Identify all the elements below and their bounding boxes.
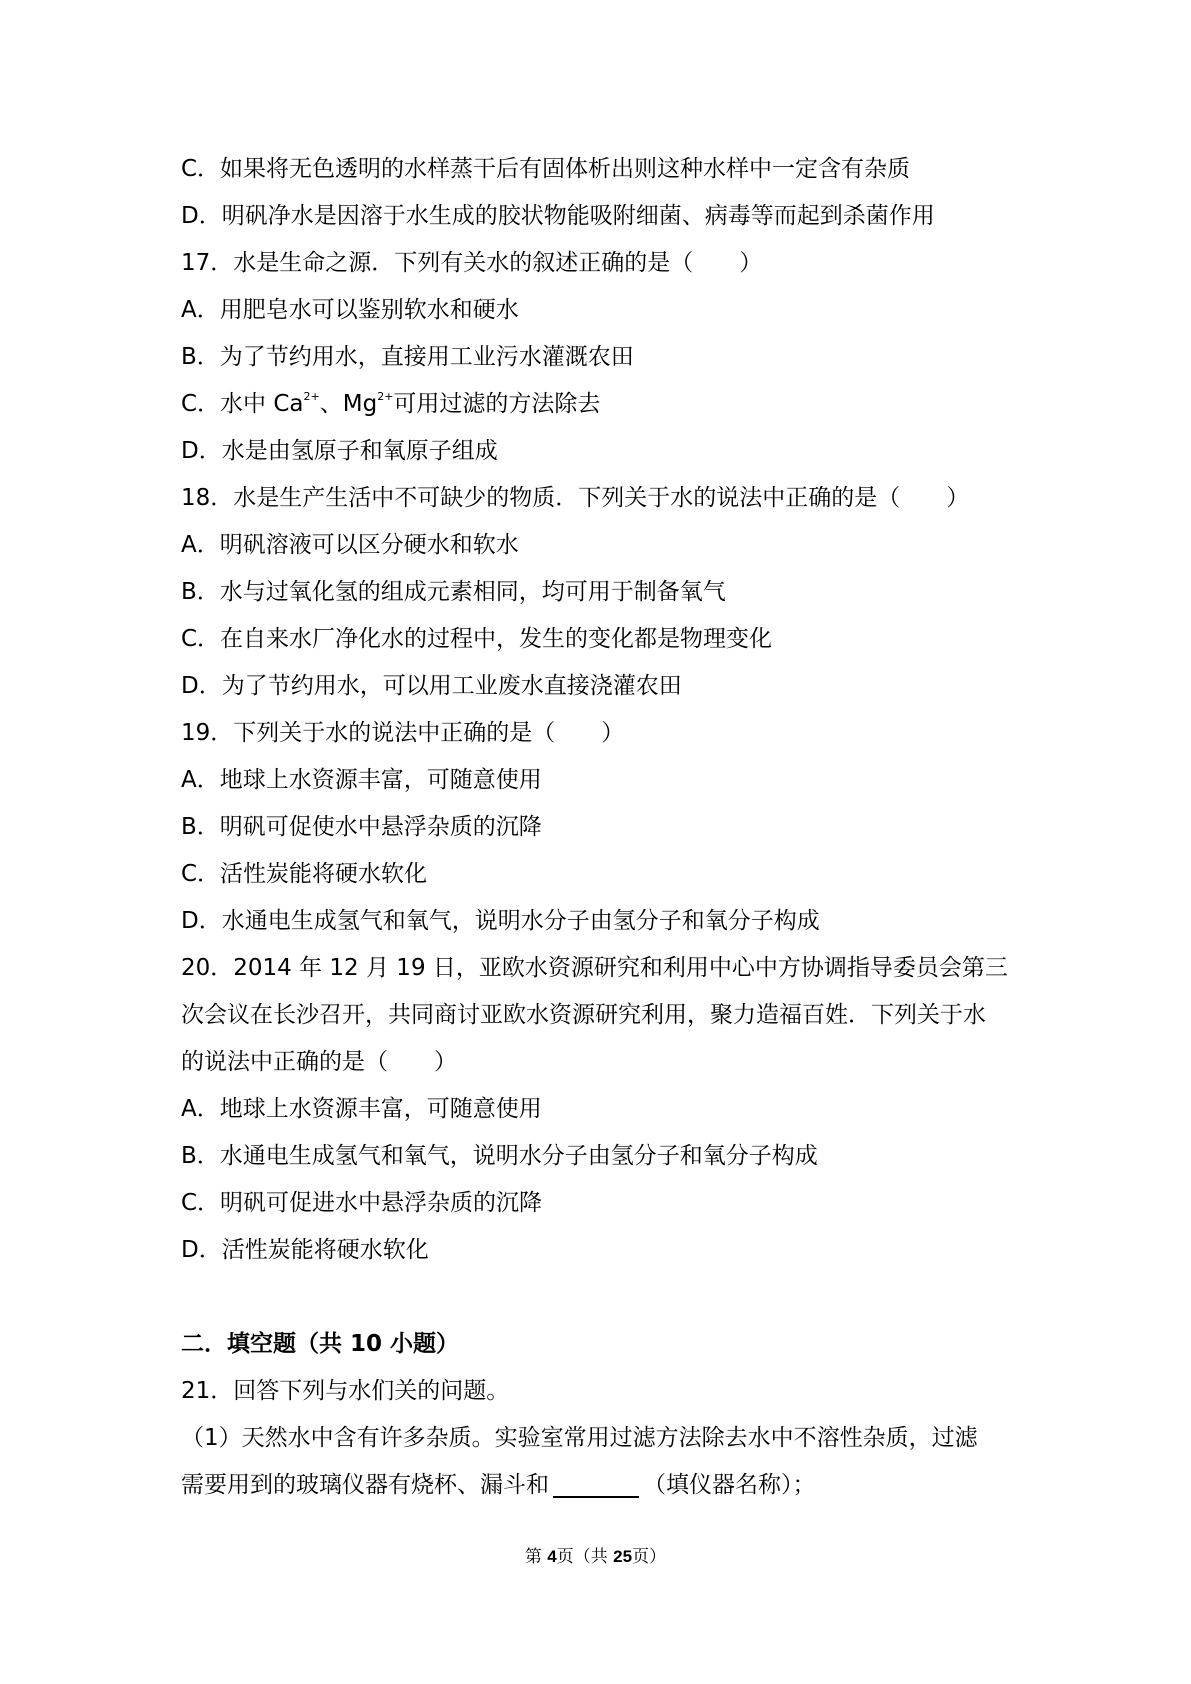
question-18-option-c: C．在自来水厂净化水的过程中，发生的变化都是物理变化 <box>181 626 773 652</box>
footer-pre: 第 <box>524 1547 548 1567</box>
question-18-stem: 18．水是生产生活中不可缺少的物质．下列关于水的说法中正确的是（ ） <box>181 485 970 511</box>
question-21-part-1: （1）天然水中含有许多杂质。实验室常用过滤方法除去水中不溶性杂质，过滤 <box>181 1425 978 1451</box>
question-17-stem: 17．水是生命之源．下列有关水的叙述正确的是（ ） <box>181 250 763 276</box>
question-19-option-d: D．水通电生成氢气和氧气，说明水分子由氢分子和氧分子构成 <box>181 908 820 934</box>
question-20-stem-line-2: 次会议在长沙召开，共同商讨亚欧水资源研究利用，聚力造福百姓．下列关于水 <box>181 1002 986 1028</box>
question-21-part-1-cont <box>181 1470 816 1500</box>
question-21-stem: 21．回答下列与水们关的问题。 <box>181 1378 510 1404</box>
question-20-option-b: B．水通电生成氢气和氧气，说明水分子由氢分子和氧分子构成 <box>181 1143 818 1169</box>
page-footer <box>0 1545 1191 1569</box>
answer-blank <box>553 1470 639 1498</box>
question-16-option-c: C．如果将无色透明的水样蒸干后有固体析出则这种水样中一定含有杂质 <box>181 156 911 182</box>
question-17-option-d: D．水是由氢原子和氧原子组成 <box>181 438 498 464</box>
option-c-mid: 、Mg <box>319 391 378 417</box>
question-20-stem-line-3: 的说法中正确的是（ ） <box>181 1049 457 1075</box>
question-20-stem-line-1: 20．2014 年 12 月 19 日，亚欧水资源研究和利用中心中方协调指导委员会第三 <box>181 955 1008 981</box>
page-number: 4 <box>547 1547 557 1566</box>
footer-post: 页） <box>632 1547 667 1567</box>
question-20-option-a: A．地球上水资源丰富，可随意使用 <box>181 1096 542 1122</box>
blank-prefix: 需要用到的玻璃仪器有烧杯、漏斗和 <box>181 1472 549 1498</box>
section-heading-fill-in: 二．填空题（共 10 小题） <box>181 1331 460 1357</box>
magnesium-charge: 2+ <box>377 390 394 404</box>
question-19-option-a: A．地球上水资源丰富，可随意使用 <box>181 767 542 793</box>
question-18-option-a: A．明矾溶液可以区分硬水和软水 <box>181 532 519 558</box>
question-20-option-c: C．明矾可促进水中悬浮杂质的沉降 <box>181 1190 543 1216</box>
calcium-charge: 2+ <box>303 390 320 404</box>
question-19-option-b: B．明矾可促使水中悬浮杂质的沉降 <box>181 814 542 840</box>
question-17-option-a: A．用肥皂水可以鉴别软水和硬水 <box>181 297 519 323</box>
question-18-option-b: B．水与过氧化氢的组成元素相同，均可用于制备氧气 <box>181 579 726 605</box>
option-c-prefix: C．水中 Ca <box>181 391 304 417</box>
question-17-option-b: B．为了节约用水，直接用工业污水灌溉农田 <box>181 344 634 370</box>
question-20-option-d: D．活性炭能将硬水软化 <box>181 1237 429 1263</box>
question-17-option-c <box>181 389 600 419</box>
blank-suffix: （填仪器名称）； <box>643 1472 816 1498</box>
question-19-option-c: C．活性炭能将硬水软化 <box>181 861 428 887</box>
question-18-option-d: D．为了节约用水，可以用工业废水直接浇灌农田 <box>181 673 682 699</box>
page-total: 25 <box>613 1547 633 1566</box>
option-c-suffix: 可用过滤的方法除去 <box>393 391 601 417</box>
footer-mid: 页（共 <box>556 1547 614 1567</box>
question-19-stem: 19．下列关于水的说法中正确的是（ ） <box>181 720 625 746</box>
question-16-option-d: D．明矾净水是因溶于水生成的胶状物能吸附细菌、病毒等而起到杀菌作用 <box>181 203 935 229</box>
